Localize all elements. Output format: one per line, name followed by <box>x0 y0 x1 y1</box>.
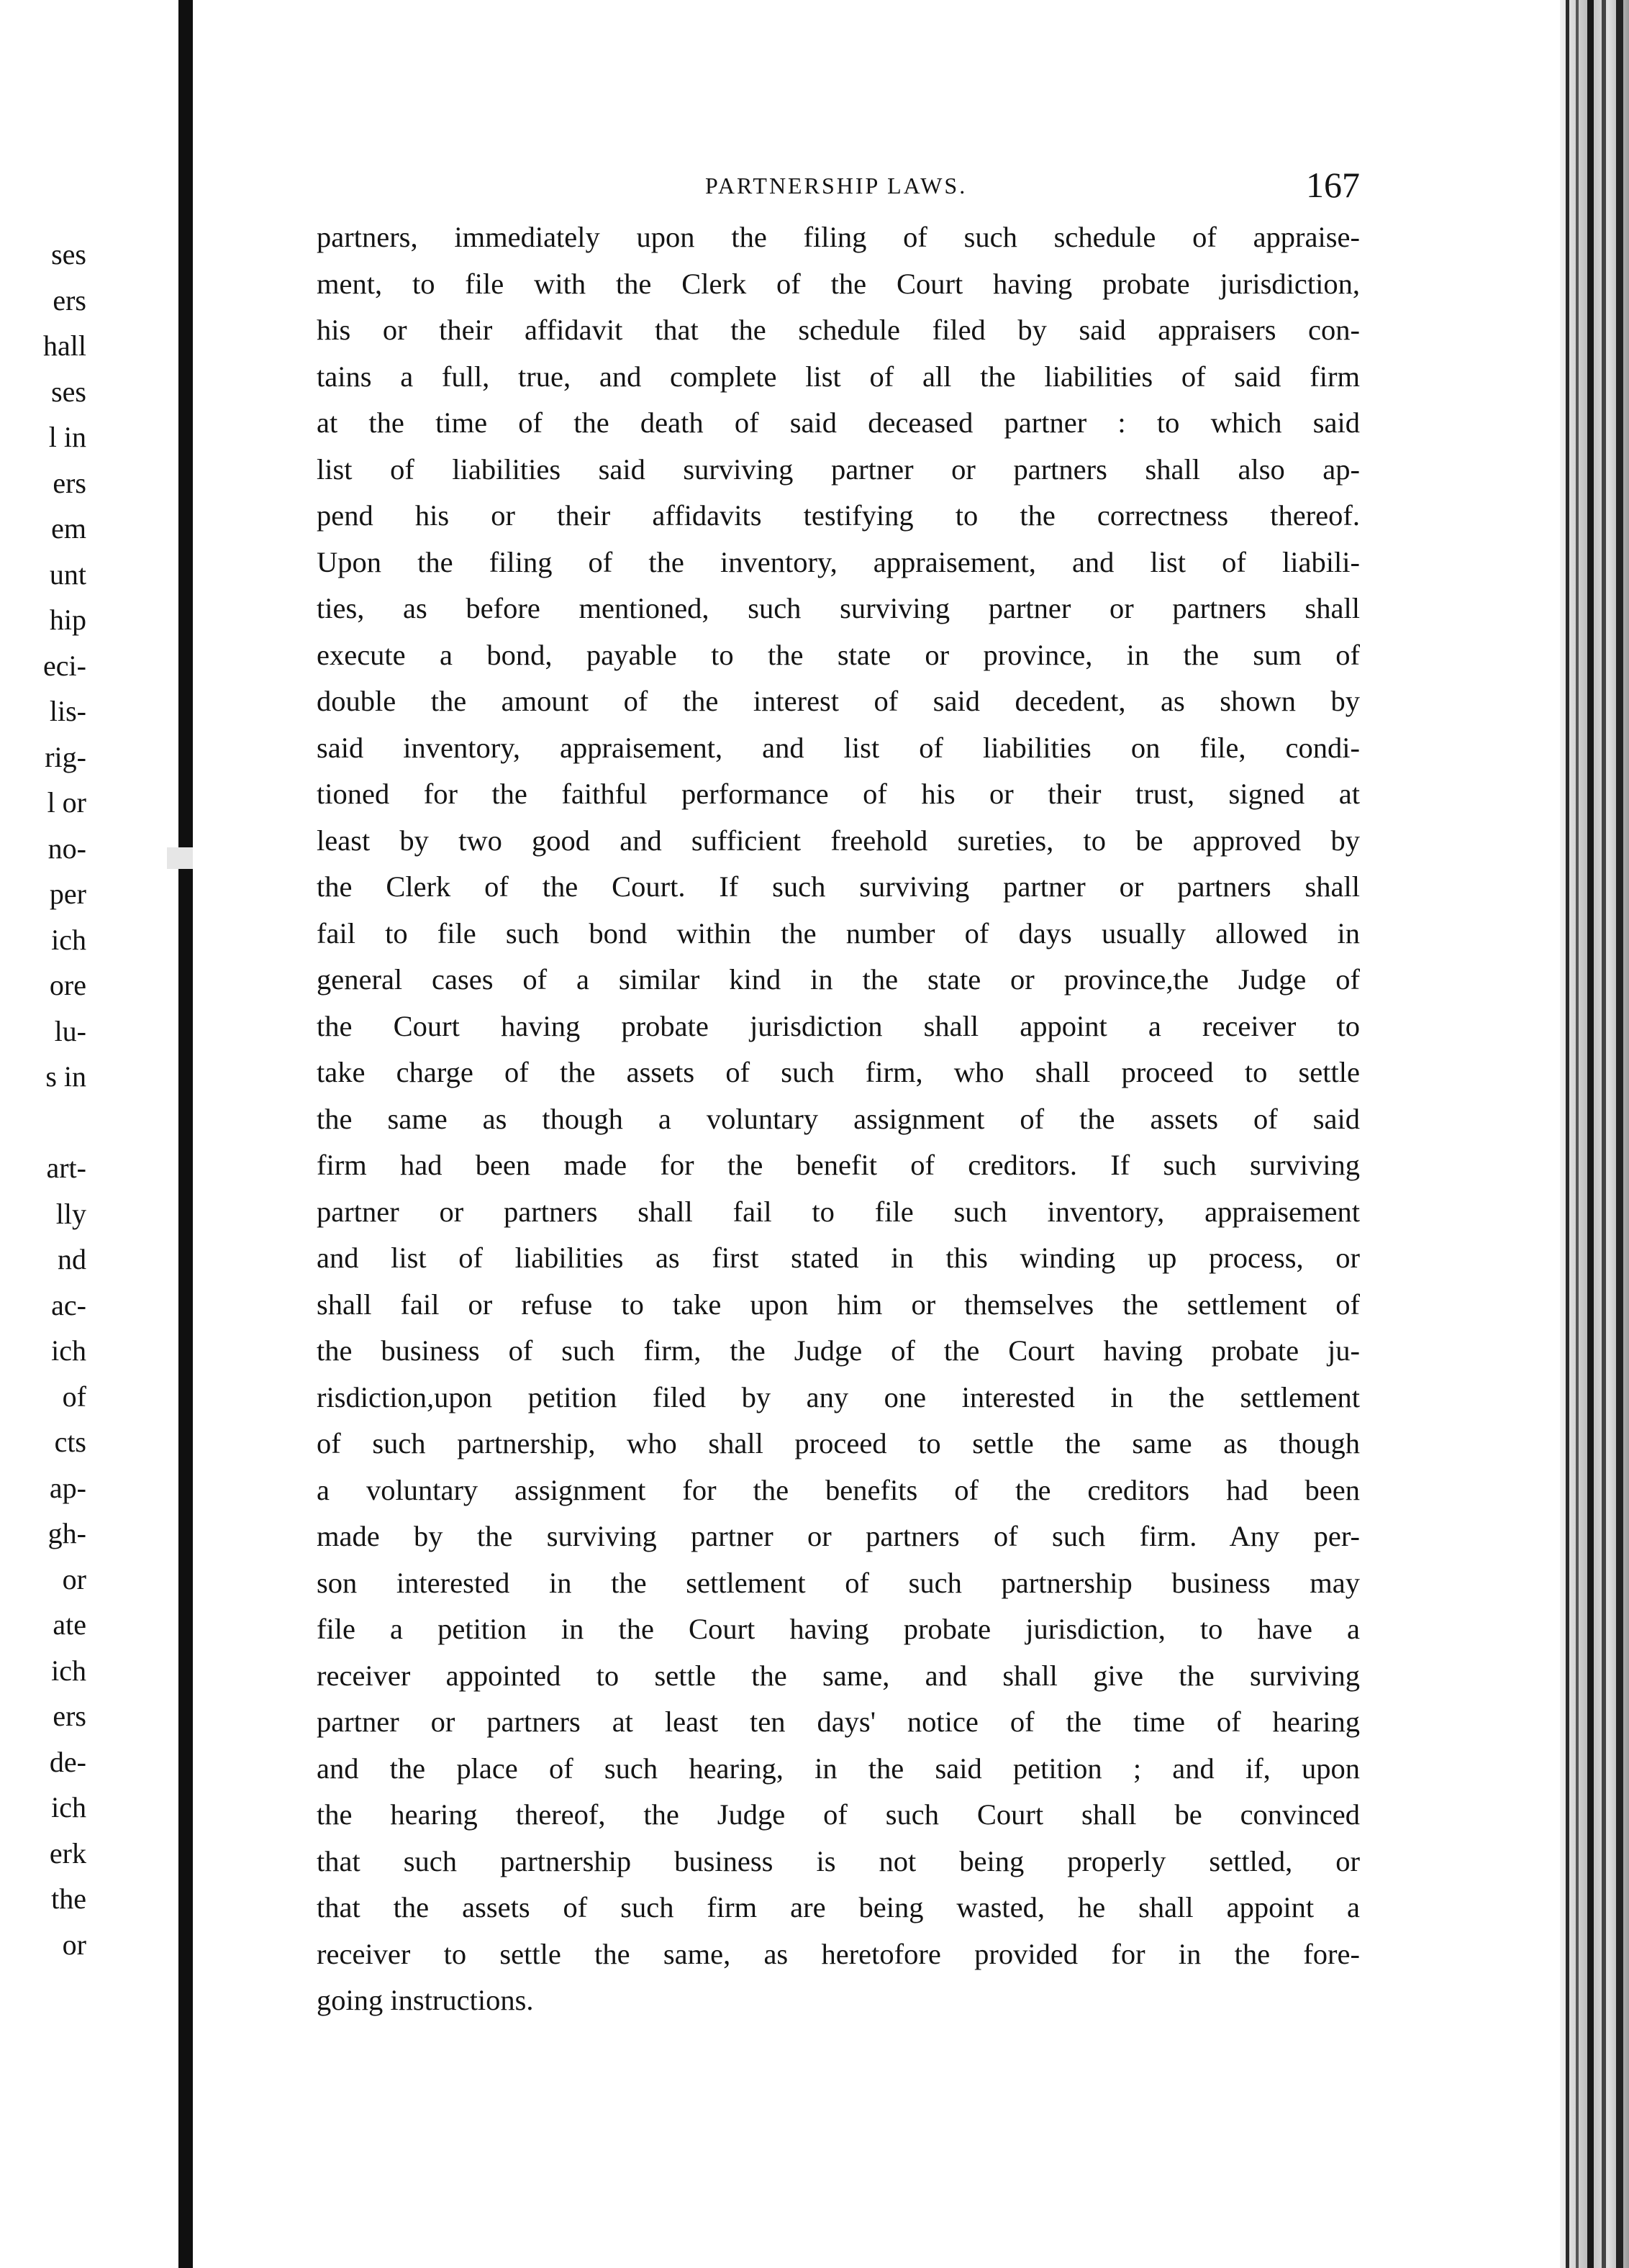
text-line: shall fail or refuse to take upon him or themselves the settlement of <box>317 1288 1360 1321</box>
text-line: partner or partners shall fail to file such inventory, appraisement <box>317 1195 1360 1228</box>
text-line: the business of such firm, the Judge of the Court having probate ju- <box>317 1334 1360 1367</box>
book-gutter <box>178 0 193 2268</box>
text-line: ment, to file with the Clerk of the Court having probate jurisdiction, <box>317 267 1360 300</box>
gutter-notch <box>167 847 193 869</box>
prev-page-line: ers <box>53 1700 86 1732</box>
prev-page-line: lu- <box>54 1014 86 1047</box>
prev-page-line: of <box>62 1380 86 1413</box>
prev-page-line: rig- <box>45 740 86 773</box>
right-page-edge-line <box>1576 0 1579 2268</box>
text-line: pend his or their affidavits testifying to the correctness thereof. <box>317 499 1360 532</box>
text-line: ties, as before mentioned, such surviving partner or partners shall <box>317 592 1360 624</box>
prev-page-line: ore <box>49 969 86 1001</box>
prev-page-line: no- <box>47 832 86 865</box>
text-line: receiver appointed to settle the same, and shall give the surviving <box>317 1659 1360 1692</box>
text-line: the hearing thereof, the Judge of such Court shall be convinced <box>317 1798 1360 1831</box>
prev-page-line: em <box>51 512 86 545</box>
prev-page-line: s in <box>45 1060 86 1093</box>
text-line: double the amount of the interest of said decedent, as shown by <box>317 685 1360 717</box>
prev-page-line: unt <box>49 557 86 591</box>
prev-page-line: or <box>62 1562 86 1595</box>
text-line: partners, immediately upon the filing of such schedule of appraise- <box>317 221 1360 253</box>
text-line: tioned for the faithful performance of his or their trust, signed at <box>317 778 1360 810</box>
text-line: firm had been made for the benefit of creditors. If such surviving <box>317 1149 1360 1181</box>
prev-page-line: nd <box>58 1243 86 1275</box>
previous-page-margin-text <box>0 232 86 1967</box>
text-line: execute a bond, payable to the state or province, in the sum of <box>317 638 1360 671</box>
text-line: said inventory, appraisement, and list of liabilities on file, condi- <box>317 731 1360 764</box>
prev-page-line: cts <box>54 1426 86 1458</box>
text-line: and list of liabilities as first stated in this winding up process, or <box>317 1242 1360 1274</box>
prev-page-line: lly <box>55 1197 86 1230</box>
text-line: take charge of the assets of such firm, who shall proceed to settle <box>317 1056 1360 1088</box>
prev-page-line: de- <box>49 1745 86 1778</box>
text-line: that the assets of such firm are being wasted, he shall appoint a <box>317 1891 1360 1923</box>
text-line: the Court having probate jurisdiction shall appoint a receiver to <box>317 1009 1360 1042</box>
text-line: partner or partners at least ten days' notice of the time of hearing <box>317 1705 1360 1738</box>
prev-page-line: ich <box>51 1791 86 1823</box>
text-line: that such partnership business is not being properly settled, or <box>317 1844 1360 1877</box>
text-line: at the time of the death of said deceased partner : to which said <box>317 406 1360 439</box>
prev-page-line: gh- <box>47 1517 86 1549</box>
prev-page-line: ses <box>51 238 86 270</box>
text-line: risdiction,upon petition filed by any one interested in the settlement <box>317 1380 1360 1413</box>
prev-page-line: ich <box>51 923 86 956</box>
text-line: tains a full, true, and complete list of all the liabilities of said firm <box>317 360 1360 393</box>
prev-page-line: ses <box>51 375 86 408</box>
right-page-edge-line <box>1566 0 1569 2268</box>
prev-page-line: lis- <box>49 695 86 727</box>
right-page-edge-line <box>1602 0 1606 2268</box>
prev-page-line: l in <box>48 421 86 453</box>
text-line: fail to file such bond within the number of days usually allowed in <box>317 916 1360 949</box>
text-line: made by the surviving partner or partners of such firm. Any per- <box>317 1520 1360 1552</box>
prev-page-line: ers <box>53 466 86 499</box>
body-paragraph <box>317 214 1360 2024</box>
prev-page-line: eci- <box>43 649 86 682</box>
prev-page-line: ate <box>53 1608 86 1641</box>
prev-page-line: hall <box>43 329 86 362</box>
prev-page-line: ers <box>53 283 86 316</box>
prev-page-line: or <box>62 1928 86 1961</box>
prev-page-line: l or <box>47 786 86 819</box>
text-line: receiver to settle the same, as heretofore provided for in the fore- <box>317 1937 1360 1970</box>
text-line: going instructions. <box>317 1984 534 2016</box>
prev-page-line: erk <box>49 1836 86 1869</box>
prev-page-line: ich <box>51 1334 86 1367</box>
prev-page-line: hip <box>49 604 86 636</box>
text-line: and the place of such hearing, in the said petition ; and if, upon <box>317 1752 1360 1785</box>
text-line: least by two good and sufficient freehold sureties, to be approved by <box>317 824 1360 857</box>
right-page-edge-line <box>1587 0 1594 2268</box>
running-head-title: PARTNERSHIP LAWS. <box>705 173 968 199</box>
prev-page-line: ac- <box>51 1288 86 1321</box>
prev-page-line: ap- <box>49 1471 86 1504</box>
text-line: a voluntary assignment for the benefits of the creditors had been <box>317 1473 1360 1506</box>
prev-page-line <box>0 1100 86 1146</box>
prev-page-line: art- <box>46 1152 86 1184</box>
text-line: the same as though a voluntary assignment of the assets of said <box>317 1102 1360 1135</box>
prev-page-line: per <box>49 878 86 910</box>
text-line: son interested in the settlement of such partnership business may <box>317 1566 1360 1599</box>
text-line: file a petition in the Court having probate jurisdiction, to have a <box>317 1613 1360 1645</box>
page-number: 167 <box>1306 165 1360 205</box>
prev-page-line: the <box>51 1882 86 1915</box>
text-line: general cases of a similar kind in the state or province,the Judge of <box>317 963 1360 996</box>
text-line: Upon the filing of the inventory, appraisement, and list of liabili- <box>317 545 1360 578</box>
prev-page-line: ich <box>51 1654 86 1687</box>
right-page-edge-line <box>1616 0 1623 2268</box>
text-line: of such partnership, who shall proceed to settle the same as though <box>317 1427 1360 1459</box>
running-head <box>317 164 1360 207</box>
text-line: the Clerk of the Court. If such surviving partner or partners shall <box>317 870 1360 903</box>
text-line: list of liabilities said surviving partner or partners shall also ap- <box>317 452 1360 486</box>
text-line: his or their affidavit that the schedule filed by said appraisers con- <box>317 314 1360 346</box>
